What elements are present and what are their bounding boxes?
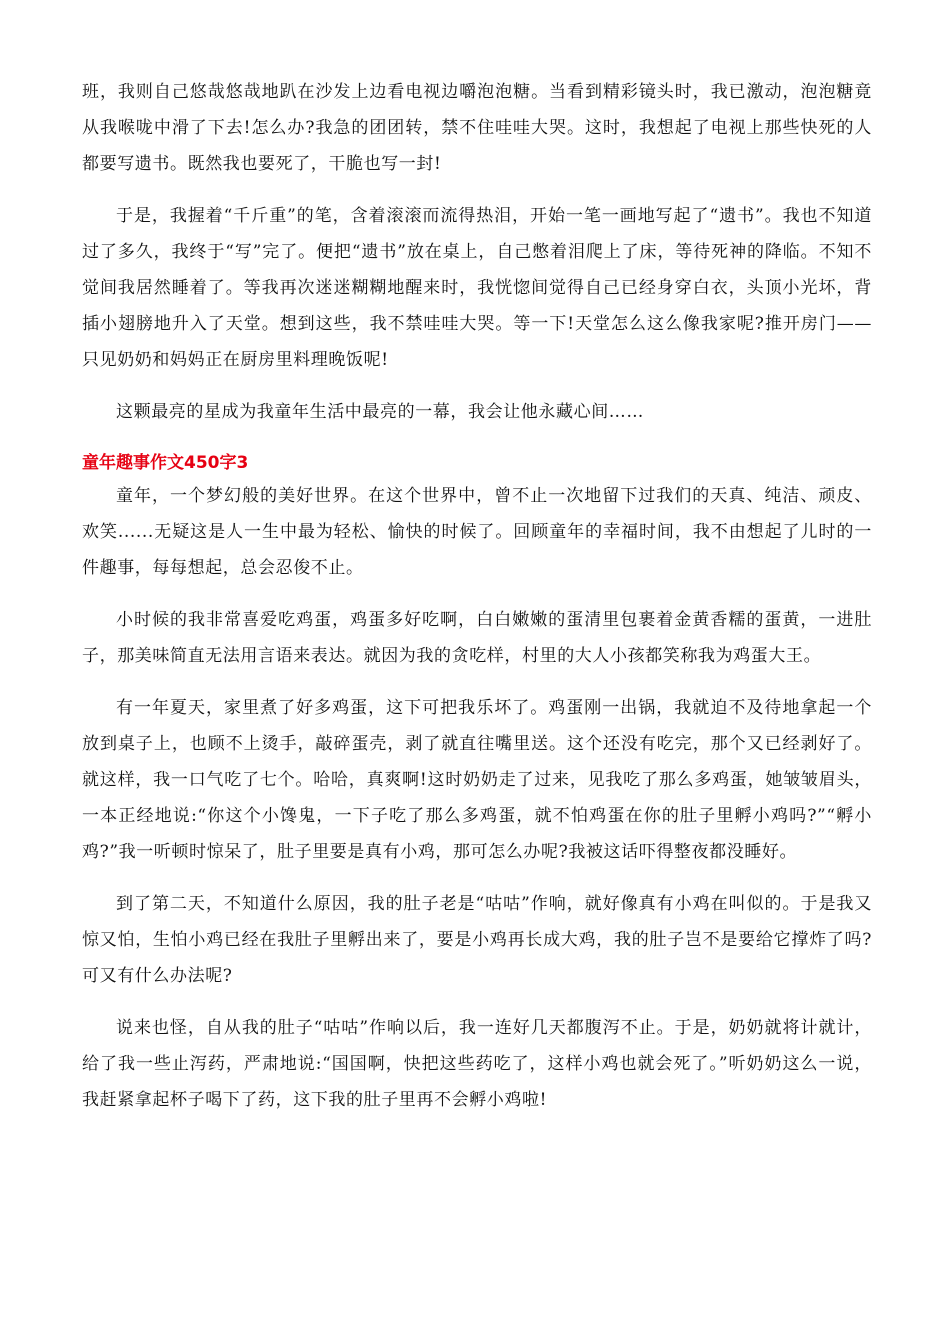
paragraph-closing: 这颗最亮的星成为我童年生活中最亮的一幕，我会让他永藏心间……	[116, 402, 644, 422]
paragraph-next-day: 到了第二天，不知道什么原因，我的肚子老是“咕咕”作响，就好像真有小鸡在叫似的。于是我又惊又怕，生怕小鸡已经在我肚子里孵出来了，要是小鸡再长成大鸡，我的肚子岂不是要给它撑炸了吗?可又有什么办法呢?	[82, 894, 872, 986]
section-heading: 童年趣事作文450字3	[82, 453, 249, 473]
document-body	[82, 74, 872, 1118]
paragraph-continuation: 班，我则自己悠哉悠哉地趴在沙发上边看电视边嚼泡泡糖。当看到精彩镜头时，我已激动，泡泡糖竟从我喉咙中滑了下去!怎么办?我急的团团转，禁不住哇哇大哭。这时，我想起了电视上那些快死的人都要写遗书。既然我也要死了，干脆也写一封!	[82, 82, 872, 174]
paragraph-medicine: 说来也怪，自从我的肚子“咕咕”作响以后，我一连好几天都腹泻不止。于是，奶奶就将计就计，给了我一些止泻药，严肃地说:“国国啊，快把这些药吃了，这样小鸡也就会死了。”听奶奶这么一说，我赶紧拿起杯子喝下了药，这下我的肚子里再不会孵小鸡啦!	[82, 1018, 872, 1110]
paragraph-suicide-note: 于是，我握着“千斤重”的笔，含着滚滚而流得热泪，开始一笔一画地写起了“遗书”。我也不知道过了多久，我终于“写”完了。便把“遗书”放在桌上，自己憋着泪爬上了床，等待死神的降临。不知不觉间我居然睡着了。等我再次迷迷糊糊地醒来时，我恍惚间觉得自己已经身穿白衣，头顶小光坏，背插小翅膀地升入了天堂。想到这些，我不禁哇哇大哭。等一下!天堂怎么这么像我家呢?推开房门——只见奶奶和妈妈正在厨房里料理晚饭呢!	[82, 206, 872, 370]
paragraph-egg-love: 小时候的我非常喜爱吃鸡蛋，鸡蛋多好吃啊，白白嫩嫩的蛋清里包裹着金黄香糯的蛋黄，一进肚子，那美味简直无法用言语来表达。就因为我的贪吃样，村里的大人小孩都笑称我为鸡蛋大王。	[82, 610, 872, 666]
paragraph-intro: 童年，一个梦幻般的美好世界。在这个世界中，曾不止一次地留下过我们的天真、纯洁、顽皮、欢笑......无疑这是人一生中最为轻松、愉快的时候了。回顾童年的幸福时间，我不由想起了儿时的一件趣事，每每想起，总会忍俊不止。	[82, 486, 872, 578]
paragraph-summer-eggs: 有一年夏天，家里煮了好多鸡蛋，这下可把我乐坏了。鸡蛋刚一出锅，我就迫不及待地拿起一个放到桌子上，也顾不上烫手，敲碎蛋壳，剥了就直往嘴里送。这个还没有吃完，那个又已经剥好了。就这样，我一口气吃了七个。哈哈，真爽啊!这时奶奶走了过来，见我吃了那么多鸡蛋，她皱皱眉头，一本正经地说:“你这个小馋鬼，一下子吃了那么多鸡蛋，就不怕鸡蛋在你的肚子里孵小鸡吗?”“孵小鸡?”我一听顿时惊呆了，肚子里要是真有小鸡，那可怎么办呢?我被这话吓得整夜都没睡好。	[82, 698, 872, 862]
